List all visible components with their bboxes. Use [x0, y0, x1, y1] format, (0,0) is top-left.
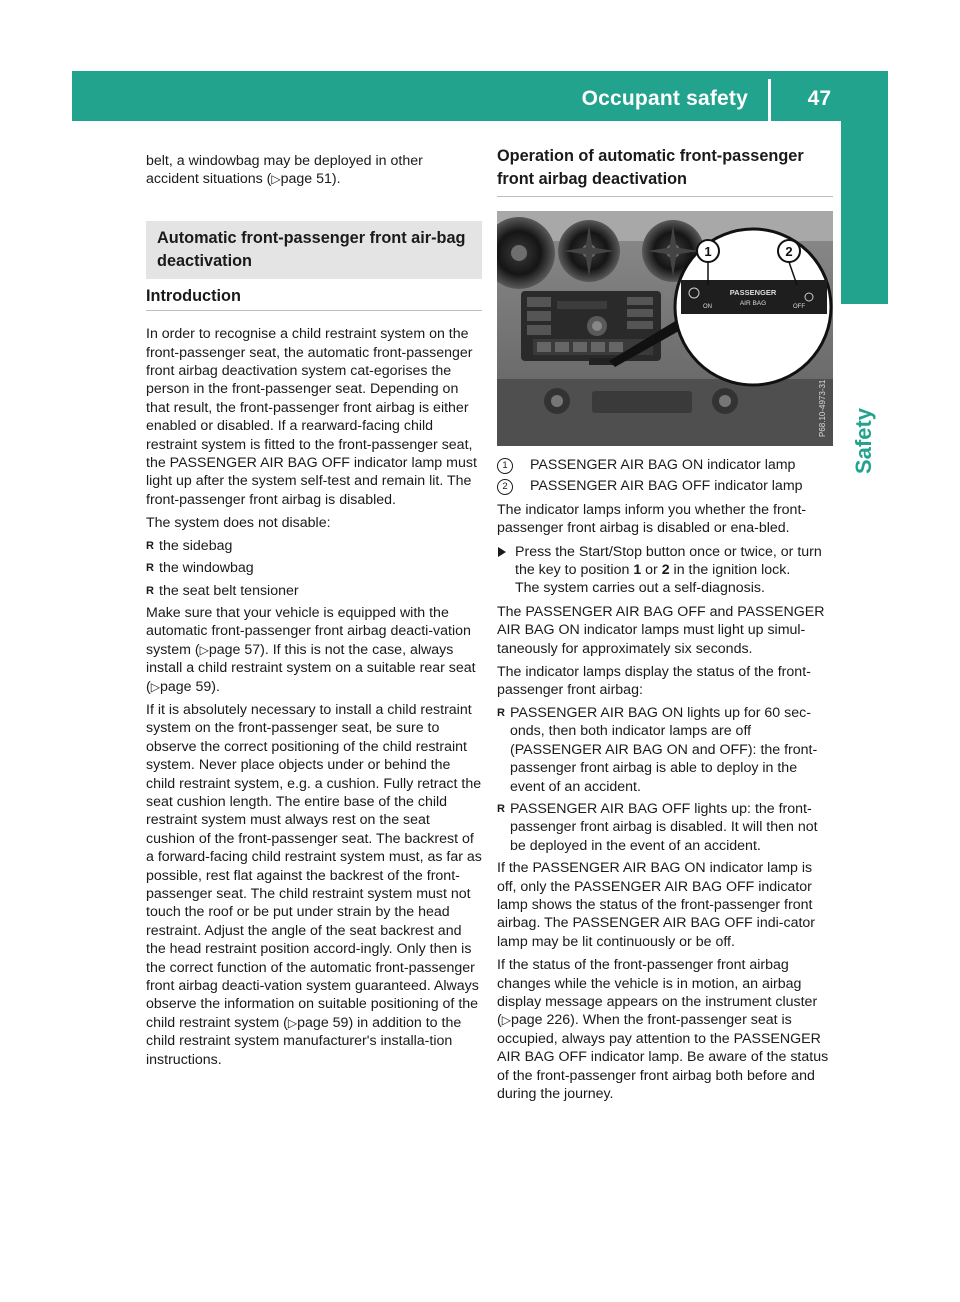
- right-column: [497, 147, 833, 1108]
- key-position-1: 1: [633, 562, 642, 579]
- paragraph-status-changes: [497, 956, 833, 1103]
- paragraph-equipment-check: [146, 604, 482, 696]
- callout-1-label: 1: [704, 244, 712, 259]
- instruction-step: [497, 543, 833, 598]
- step-text: or: [641, 562, 662, 579]
- list-item: R the windowbag: [146, 559, 482, 577]
- page-reference-link[interactable]: page 59).: [159, 678, 220, 695]
- list-item: R the seat belt tensioner: [146, 582, 482, 600]
- page-reference-link[interactable]: page 226). When the front-passenger seat is occupied, always pay attention to the PASSENGER AIR BAG OFF indicator lamp. Be aware of the status of the front-passenger front airbag both before and during the journey.: [497, 1012, 829, 1102]
- page-ref-arrow-icon: ▷: [501, 1013, 511, 1028]
- text-fragment: If the status of the front-passenger front airbag changes while the vehicle is in motion, an airbag display message appears on the instrument cluster (: [497, 957, 818, 1029]
- page-number: 47: [807, 87, 831, 110]
- intro-line-1: belt, a windowbag may be deployed in other: [146, 153, 423, 169]
- key-position-2: 2: [661, 562, 670, 579]
- not-disabled-list: [146, 537, 482, 600]
- paragraph-not-disable: The system does not disable:: [146, 515, 331, 532]
- legend-item: [497, 456, 833, 474]
- operation-heading: Operation of automatic front-passenger front airbag deactivation: [497, 145, 833, 197]
- paragraph-lamps-status: The indicator lamps display the status of the front-passenger front airbag:: [497, 664, 811, 699]
- page-reference-link[interactable]: page 59) in addition to the child restraint system manufacturer's installa-tion instructions.: [146, 1014, 462, 1068]
- page-header-bar: [72, 71, 888, 121]
- section-side-tab: [841, 121, 888, 475]
- airbag-label: AIR BAG: [739, 300, 767, 307]
- subheading-introduction: Introduction: [146, 287, 482, 311]
- step-text: Press the Start/Stop button once or twice, or turn the key to position: [515, 543, 822, 579]
- page-reference-link[interactable]: page 51).: [280, 171, 341, 188]
- step-arrow-icon: [498, 547, 506, 557]
- paragraph-indicator-inform: The indicator lamps inform you whether the front-passenger front airbag is disabled or ena-bled.: [497, 501, 807, 537]
- center-air-vent-icon: [558, 220, 620, 282]
- passenger-label: PASSENGER: [729, 288, 777, 297]
- legend-item: [497, 477, 833, 495]
- legend: [497, 456, 833, 496]
- page-reference-link[interactable]: page 57). If this is not the case, always install a child restraint system on a suitable rear seat (: [146, 641, 476, 695]
- legend-text: PASSENGER AIR BAG OFF indicator lamp: [530, 478, 803, 495]
- image-code: P68.10-4973-31: [818, 379, 827, 437]
- list-item: R the sidebag: [146, 537, 482, 555]
- legend-number-1: 1: [497, 458, 513, 474]
- legend-number-2: 2: [497, 479, 513, 495]
- text-fragment: If it is absolutely necessary to install a child restraint system on the front-passenger seat, be sure to observe the correct positioning of the child restraint system. Never place objects under or behind the child restraint system, e.g. a cushion. Fully retract the seat cushion length. The entire base of the child restraint system must always rest on the seat cushion of the front-passenger seat. The backrest of a forward-facing child restraint system must, as far as possible, rest flat against the backrest of the front-passenger seat. The child restraint system must not touch the roof or be put under strain by the head restraint. Adjust the angle of the seat backrest and the head restraint position accord-ingly. Only then is the correct function of the automatic front-passenger front airbag deacti-vation system guaranteed. Always observe the information on suitable positioning of the child restraint system (: [146, 701, 482, 1031]
- zoom-detail-circle: [675, 229, 831, 385]
- step-result: The system carries out a self-diagnosis.: [515, 580, 765, 597]
- section-heading: Automatic front-passenger front air-bag deactivation: [146, 221, 482, 279]
- left-column: [146, 152, 482, 1074]
- page-ref-arrow-icon: ▷: [150, 679, 160, 694]
- paragraph-installation: [146, 701, 482, 1069]
- callout-2-label: 2: [785, 244, 793, 259]
- page-ref-arrow-icon: ▷: [287, 1015, 298, 1030]
- intro-line-2: accident situations (: [146, 171, 272, 188]
- section-side-label: Safety: [851, 407, 876, 475]
- dashboard-photo: [497, 211, 833, 446]
- page-ref-arrow-icon: ▷: [199, 642, 209, 657]
- paragraph-lamps-light: The PASSENGER AIR BAG OFF and PASSENGER AIR BAG ON indicator lamps must light up simul-taneously for approximately six seconds.: [497, 603, 825, 657]
- paragraph-on-lamp-off: If the PASSENGER AIR BAG ON indicator lamp is off, only the PASSENGER AIR BAG OFF indicator lamp shows the status of the front-passenger front airbag. The PASSENGER AIR BAG OFF indi-cator lamp may be lit continuously or be off.: [497, 860, 816, 950]
- list-item: R PASSENGER AIR BAG ON lights up for 60 sec-onds, then both indicator lamps are off (PASSENGER AIR BAG ON and OFF): the front-passenger front airbag is able to deploy in the event of an accident.: [497, 704, 833, 796]
- legend-text: PASSENGER AIR BAG ON indicator lamp: [530, 457, 796, 473]
- status-list: [497, 704, 833, 855]
- on-label: ON: [703, 304, 712, 310]
- text-fragment: Make sure that your vehicle is equipped with the automatic front-passenger front airbag deacti-vation system (: [146, 604, 471, 658]
- off-label: OFF: [793, 304, 805, 310]
- intro-paragraph: [146, 152, 482, 189]
- header-divider: [768, 79, 771, 121]
- paragraph-recognition: In order to recognise a child restraint system on the front-passenger seat, the automatic front-passenger front airbag deactivation system cat-egorises the person in the front-passenger seat. Depending on that result, the front-passenger front airbag is either enabled or disabled. If a rearward-facing child restraint system is fitted to the front-passenger seat, the PASSENGER AIR BAG OFF indicator lamp must light up after the system self-test and remain lit. The front-passenger front airbag is disabled.: [146, 326, 477, 508]
- chapter-title: Occupant safety: [581, 87, 748, 110]
- page-ref-arrow-icon: ▷: [271, 172, 281, 187]
- step-text: in the ignition lock.: [669, 562, 791, 579]
- list-item: R PASSENGER AIR BAG OFF lights up: the front-passenger front airbag is disabled. It will then not be deployed in the event of an accident.: [497, 800, 833, 855]
